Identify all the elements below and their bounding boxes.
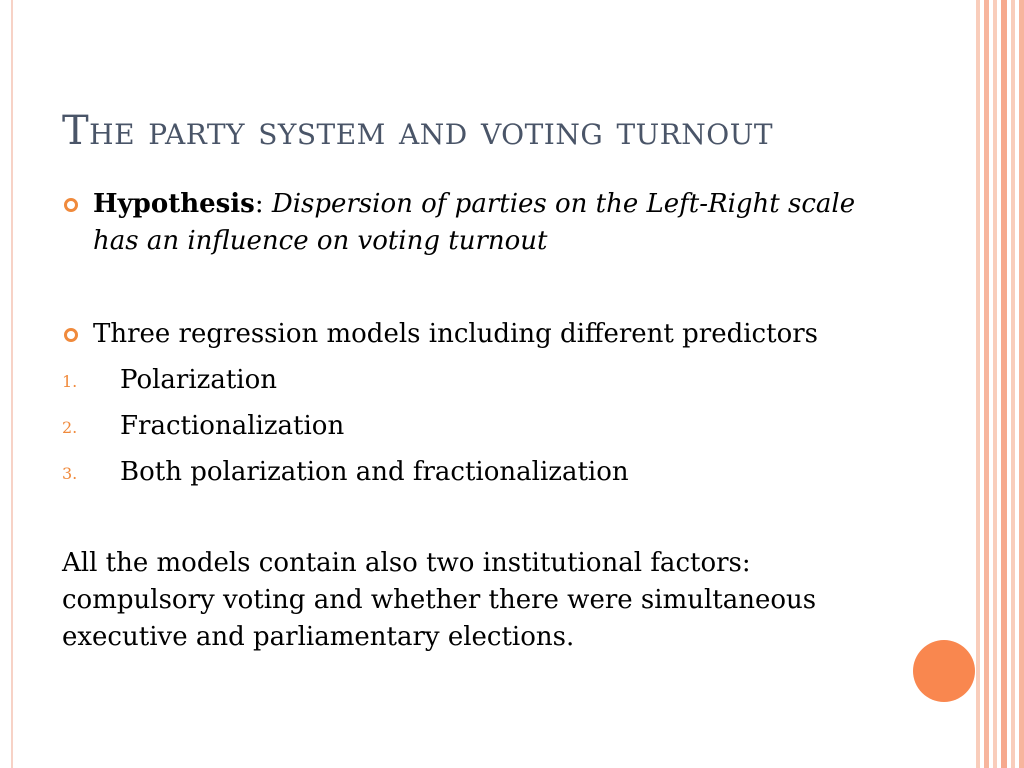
item-number: 3. bbox=[62, 464, 78, 483]
item-text: Both polarization and fractionalization bbox=[120, 457, 629, 487]
right-decorative-stripe bbox=[984, 0, 989, 768]
decorative-circle bbox=[913, 640, 975, 702]
bullet-ring-icon bbox=[64, 328, 78, 342]
bullet-regression-models bbox=[62, 316, 862, 353]
hypothesis-separator: : bbox=[254, 189, 264, 219]
right-decorative-stripe bbox=[993, 0, 997, 768]
left-decorative-line bbox=[11, 0, 13, 768]
bullet-hypothesis bbox=[62, 186, 862, 260]
right-decorative-stripe bbox=[1019, 0, 1024, 768]
institutional-factors-paragraph: All the models contain also two institutional factors: compulsory voting and whether there were simultaneous executive and parliamentary elections. bbox=[62, 548, 817, 652]
item-number: 2. bbox=[62, 418, 78, 437]
item-text: Fractionalization bbox=[120, 411, 345, 441]
numbered-item-2 bbox=[62, 407, 862, 445]
right-decorative-stripe bbox=[1001, 0, 1007, 768]
numbered-item-1 bbox=[62, 361, 862, 399]
item-text: Polarization bbox=[120, 365, 278, 395]
item-number: 1. bbox=[62, 372, 78, 391]
right-decorative-stripe bbox=[976, 0, 980, 768]
numbered-item-3 bbox=[62, 453, 862, 491]
right-decorative-stripe bbox=[1011, 0, 1015, 768]
slide-title: The party system and voting turnout bbox=[62, 108, 774, 154]
regression-models-text: Three regression models including different predictors bbox=[93, 319, 818, 349]
bullet-ring-icon bbox=[64, 198, 78, 212]
hypothesis-label: Hypothesis bbox=[93, 189, 255, 219]
hypothesis-text: Dispersion of parties on the Left-Right scale has an influence on voting turnout bbox=[93, 189, 856, 256]
slide-content bbox=[62, 186, 862, 656]
